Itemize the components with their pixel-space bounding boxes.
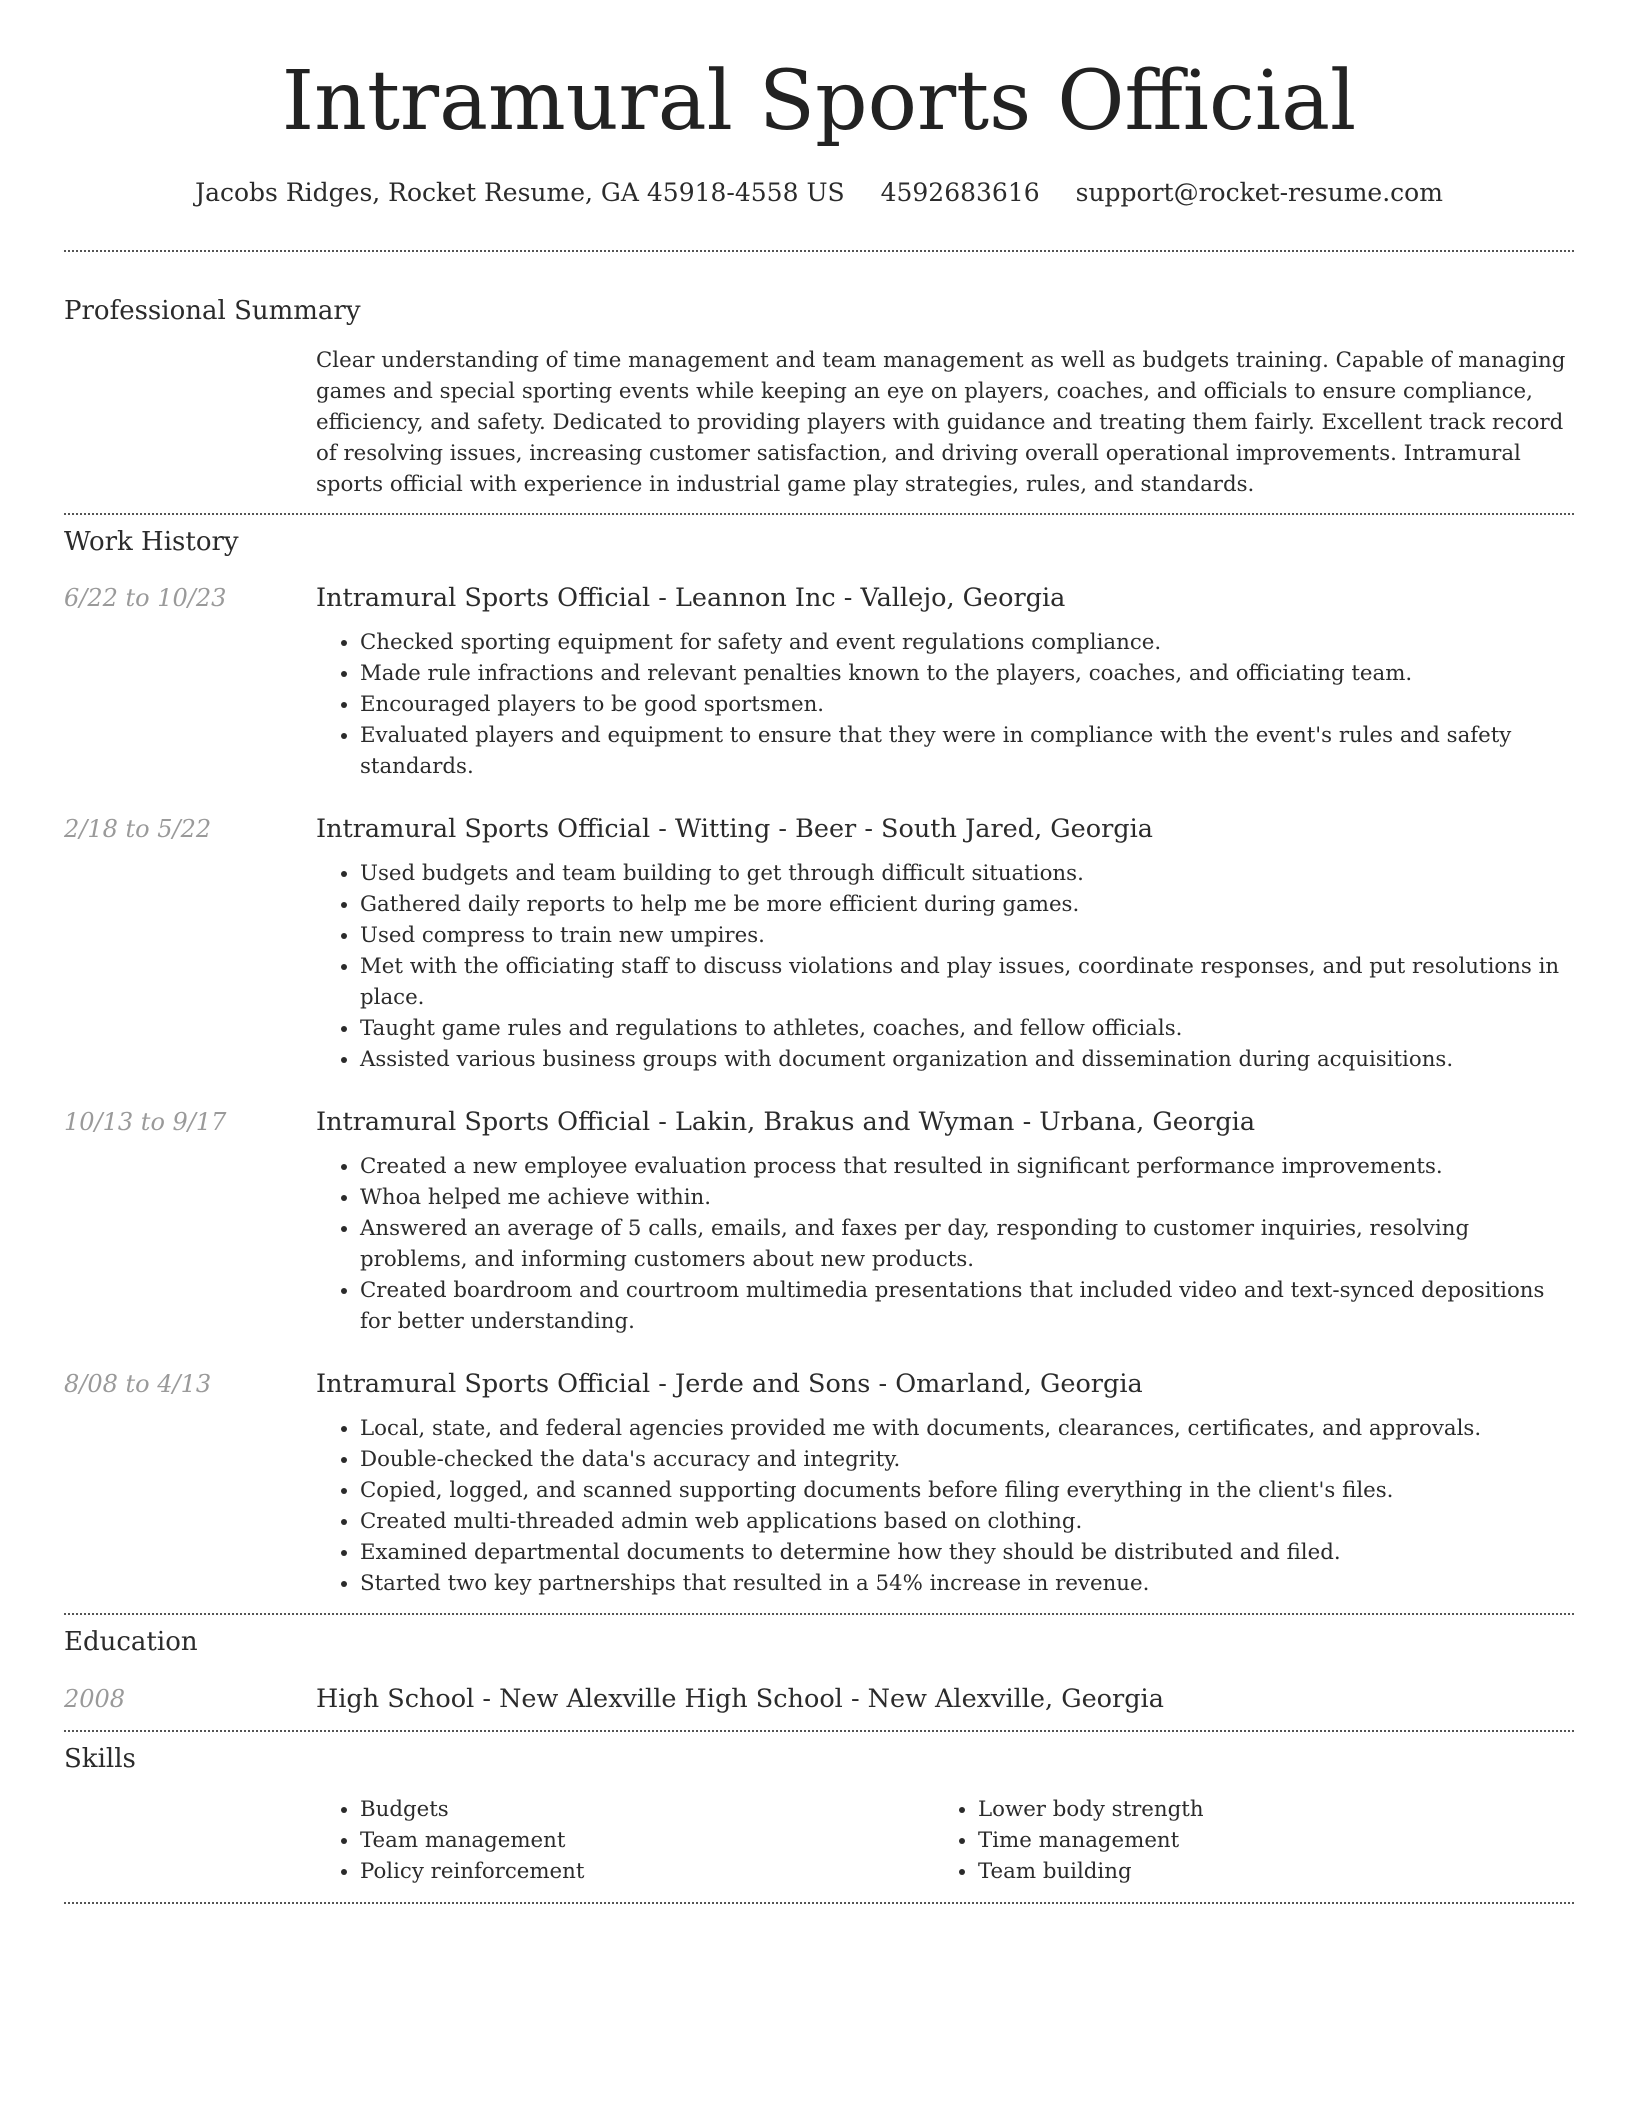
job-dates: 10/13 to 9/17 [64, 1108, 227, 1136]
list-item: • Created a new employee evaluation process that resulted in significant performance improvements. [360, 1151, 1574, 1182]
section-divider [64, 1613, 1574, 1615]
list-item: • Whoa helped me achieve within. [360, 1182, 1574, 1213]
job-bullets [316, 627, 1574, 782]
job-entry [64, 1367, 1574, 1599]
section-divider [64, 1730, 1574, 1732]
resume-title: Intramural Sports Official [281, 54, 1357, 149]
skill-item: • Budgets [360, 1794, 934, 1825]
resume-page [64, 0, 1574, 1904]
skill-item: • Lower body strength [978, 1794, 1552, 1825]
skill-item: • Policy reinforcement [360, 1856, 934, 1887]
list-item: • Copied, logged, and scanned supporting documents before filing everything in the client's files. [360, 1475, 1574, 1506]
job-title: Intramural Sports Official - Witting - Beer - South Jared, Georgia [316, 814, 1153, 844]
contact-email: support@rocket-resume.com [1075, 178, 1443, 207]
list-item: • Used budgets and team building to get through difficult situations. [360, 858, 1574, 889]
job-dates: 6/22 to 10/23 [64, 584, 227, 612]
skills-list [316, 1794, 1574, 1887]
list-item: • Created multi-threaded admin web applications based on clothing. [360, 1506, 1574, 1537]
section-divider [64, 250, 1574, 252]
education-heading: Education [64, 1627, 198, 1657]
skill-item: • Team building [978, 1856, 1552, 1887]
list-item: • Assisted various business groups with document organization and dissemination during acquisitions. [360, 1044, 1574, 1075]
job-dates: 8/08 to 4/13 [64, 1370, 212, 1398]
list-item: • Taught game rules and regulations to athletes, coaches, and fellow officials. [360, 1013, 1574, 1044]
job-entry [64, 812, 1574, 1075]
job-title: Intramural Sports Official - Leannon Inc - Vallejo, Georgia [316, 583, 1066, 613]
skills-column-left [316, 1794, 934, 1887]
job-entry [64, 1105, 1574, 1337]
list-item: • Local, state, and federal agencies provided me with documents, clearances, certificates, and approvals. [360, 1413, 1574, 1444]
job-bullets [316, 1151, 1574, 1337]
education-title: High School - New Alexville High School - New Alexville, Georgia [316, 1684, 1164, 1714]
job-bullets [316, 858, 1574, 1075]
summary-text: Clear understanding of time management and team management as well as budgets training. Capable of managing games and special sporting events while keeping an eye on players, coaches, and officials to ensure compliance, efficiency, and safety. Dedicated to providing players with guidance and treating them fairly. Excellent track record of resolving issues, increasing customer satisfaction, and driving overall operational improvements. Intramural sports official with experience in industrial game play strategies, rules, and standards. [316, 348, 1566, 497]
list-item: • Met with the officiating staff to discuss violations and play issues, coordinate responses, and put resolutions in place. [360, 951, 1574, 1013]
list-item: • Made rule infractions and relevant penalties known to the players, coaches, and officiating team. [360, 658, 1574, 689]
education-entry [64, 1682, 1574, 1716]
list-item: • Double-checked the data's accuracy and integrity. [360, 1444, 1574, 1475]
job-dates: 2/18 to 5/22 [64, 815, 212, 843]
list-item: • Used compress to train new umpires. [360, 920, 1574, 951]
skill-item: • Time management [978, 1825, 1552, 1856]
work-history-heading: Work History [64, 527, 239, 557]
list-item: • Gathered daily reports to help me be more efficient during games. [360, 889, 1574, 920]
skill-item: • Team management [360, 1825, 934, 1856]
contact-phone: 4592683616 [880, 178, 1040, 207]
list-item: • Created boardroom and courtroom multimedia presentations that included video and text-synced depositions for better understanding. [360, 1275, 1574, 1337]
section-divider [64, 1902, 1574, 1904]
job-title: Intramural Sports Official - Jerde and Sons - Omarland, Georgia [316, 1369, 1143, 1399]
list-item: • Checked sporting equipment for safety and event regulations compliance. [360, 627, 1574, 658]
contact-line [64, 176, 1574, 210]
contact-address: Jacobs Ridges, Rocket Resume, GA 45918-4558 US [195, 178, 845, 207]
summary-heading: Professional Summary [64, 296, 361, 326]
education-dates: 2008 [64, 1685, 126, 1713]
job-title: Intramural Sports Official - Lakin, Brakus and Wyman - Urbana, Georgia [316, 1107, 1256, 1137]
list-item: • Answered an average of 5 calls, emails, and faxes per day, responding to customer inquiries, resolving problems, and informing customers about new products. [360, 1213, 1574, 1275]
skills-column-right [934, 1794, 1552, 1887]
list-item: • Encouraged players to be good sportsmen. [360, 689, 1574, 720]
list-item: • Examined departmental documents to determine how they should be distributed and filed. [360, 1537, 1574, 1568]
section-divider [64, 513, 1574, 515]
list-item: • Evaluated players and equipment to ensure that they were in compliance with the event's rules and safety standards. [360, 720, 1574, 782]
skills-heading: Skills [64, 1744, 136, 1774]
list-item: • Started two key partnerships that resulted in a 54% increase in revenue. [360, 1568, 1574, 1599]
job-bullets [316, 1413, 1574, 1599]
job-entry [64, 581, 1574, 782]
